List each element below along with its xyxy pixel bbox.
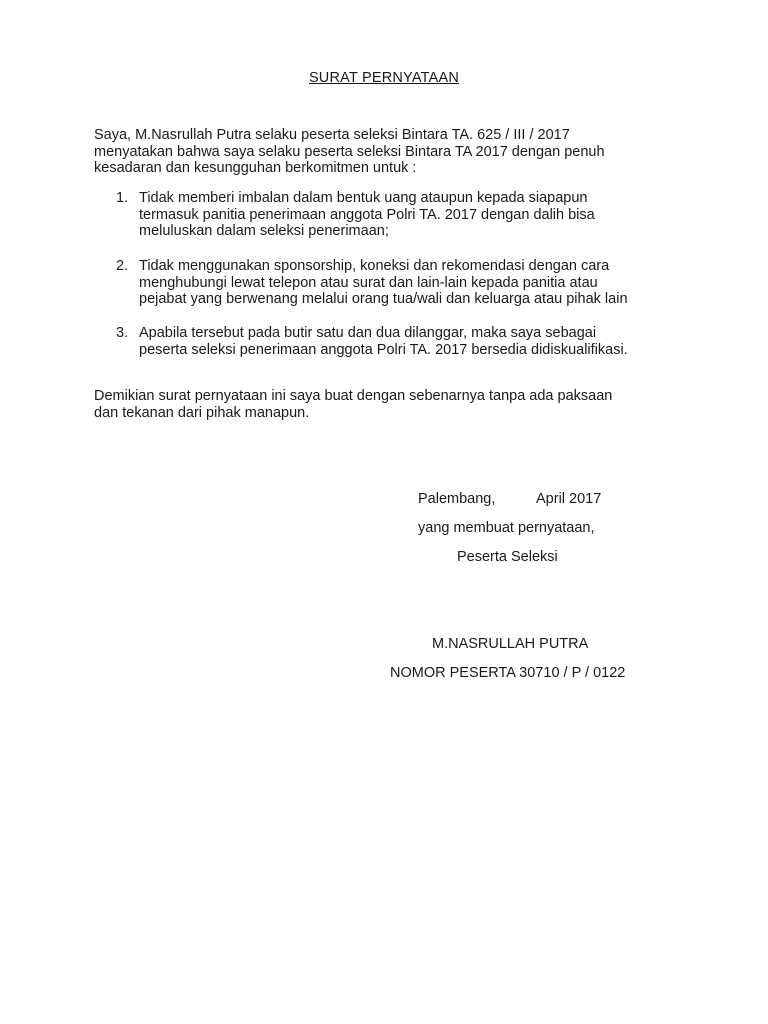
list-item-text: Apabila tersebut pada butir satu dan dua dilanggar, maka saya sebagai peserta seleksi penerimaan anggota Polri TA. 2017 bersedia didiskualifikasi. bbox=[139, 325, 628, 358]
list-item-text: Tidak memberi imbalan dalam bentuk uang ataupun kepada siapapun termasuk panitia penerimaan anggota Polri TA. 2017 dengan dalih bisa meluluskan dalam seleksi penerimaan; bbox=[139, 190, 595, 239]
signature-date: April 2017 bbox=[536, 491, 602, 507]
participant-number: NOMOR PESERTA 30710 / P / 0122 bbox=[390, 665, 626, 681]
signature-maker-label: yang membuat pernyataan, bbox=[418, 520, 595, 536]
list-item-number: 3. bbox=[116, 325, 129, 341]
signature-name: M.NASRULLAH PUTRA bbox=[432, 636, 589, 652]
list-item-text: Tidak menggunakan sponsorship, koneksi dan rekomendasi dengan cara menghubungi lewat telepon atau surat dan lain-lain kepada panitia atau pejabat yang berwenang melalui orang tua/wali dan keluarga atau pihak lain bbox=[139, 258, 628, 307]
list-item-number: 2. bbox=[116, 258, 129, 274]
closing-paragraph: Demikian surat pernyataan ini saya buat dengan sebenarnya tanpa ada paksaan dan tekanan dari pihak manapun. bbox=[94, 388, 613, 421]
signature-role: Peserta Seleksi bbox=[457, 549, 558, 565]
list-item-number: 1. bbox=[116, 190, 129, 206]
intro-paragraph: Saya, M.Nasrullah Putra selaku peserta seleksi Bintara TA. 625 / III / 2017 menyatakan bahwa saya selaku peserta seleksi Bintara TA 2017 dengan penuh kesadaran dan kesungguhan berkomitmen untuk : bbox=[94, 127, 605, 176]
document-title: SURAT PERNYATAAN bbox=[308, 70, 460, 86]
signature-city: Palembang, bbox=[418, 491, 496, 507]
